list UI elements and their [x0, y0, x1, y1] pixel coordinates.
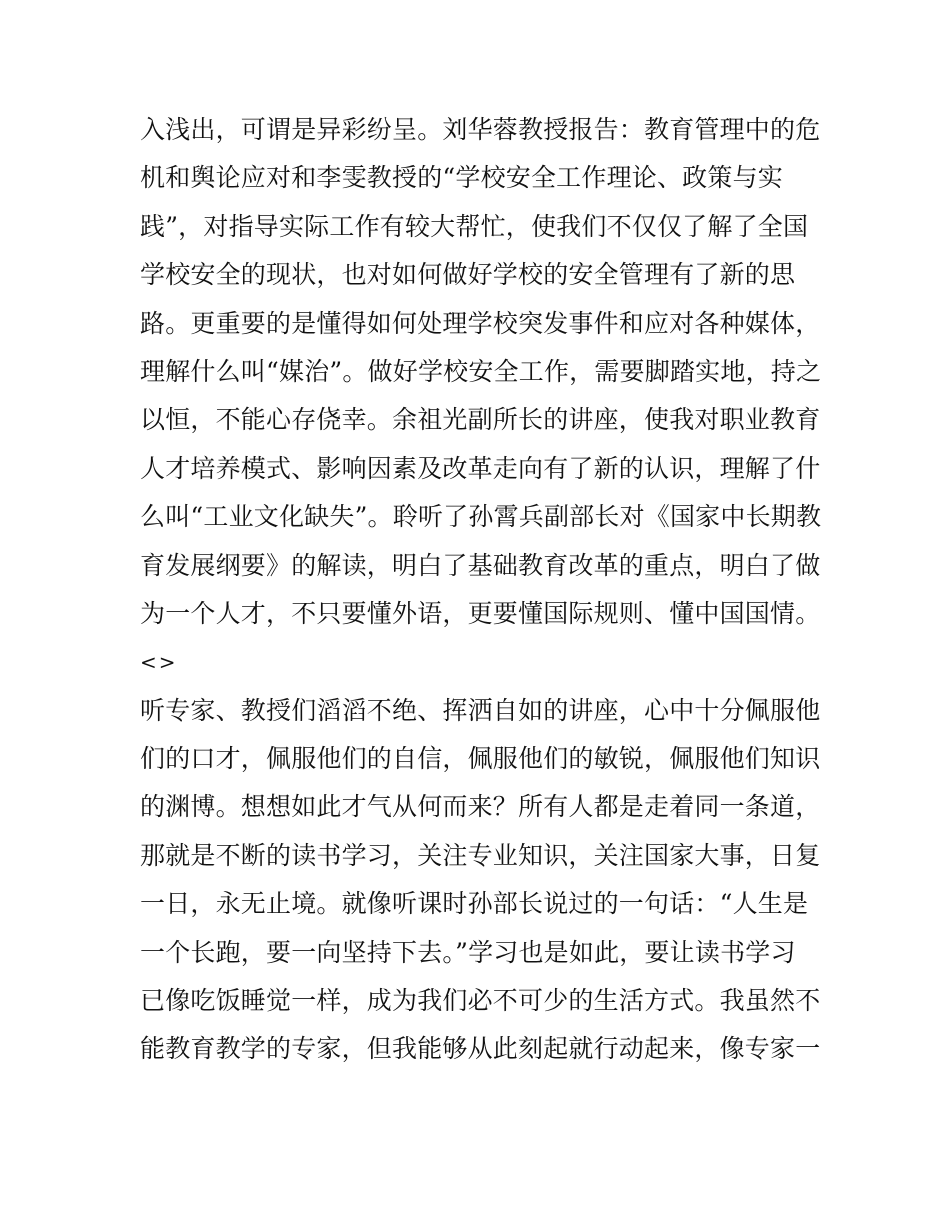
text-line: 育发展纲要》的解读，明白了基础教育改革的重点，明白了做: [140, 550, 821, 580]
text-line: 路。更重要的是懂得如何处理学校突发事件和应对各种媒体，: [140, 308, 821, 338]
text-line: 们的口才，佩服他们的自信，佩服他们的敏锐，佩服他们知识: [140, 744, 821, 774]
text-line: 么叫“工业文化缺失”。聆听了孙霄兵副部长对《国家中长期教: [140, 502, 822, 532]
text-line: 已像吃饭睡觉一样，成为我们必不可少的生活方式。我虽然不: [140, 986, 821, 1016]
text-line: 那就是不断的读书学习，关注专业知识，关注国家大事，日复: [140, 840, 821, 870]
text-line: 理解什么叫“媒治”。做好学校安全工作，需要脚踏实地，持之: [140, 356, 822, 386]
text-line: 以恒，不能心存侥幸。余祖光副所长的讲座，使我对职业教育: [140, 405, 821, 435]
text-line: 机和舆论应对和李雯教授的“学校安全工作理论、政策与实: [140, 163, 783, 193]
body-text: [140, 106, 830, 1074]
text-line: 一日，永无止境。就像听课时孙部长说过的一句话：“人生是: [140, 889, 809, 919]
paragraph-break-mark: <>: [140, 650, 178, 675]
text-line: 一个长跑，要一向坚持下去。”学习也是如此，要让读书学习: [140, 937, 796, 967]
text-line: 学校安全的现状，也对如何做好学校的安全管理有了新的思: [140, 260, 796, 290]
text-line: 入浅出，可谓是异彩纷呈。刘华蓉教授报告：教育管理中的危: [140, 115, 821, 144]
text-line: 为一个人才，不只要懂外语，更要懂国际规则、懂中国国情。: [140, 598, 821, 628]
text-line: 听专家、教授们滔滔不绝、挥洒自如的讲座，心中十分佩服他: [140, 695, 821, 725]
text-line: 践”，对指导实际工作有较大帮忙，使我们不仅仅了解了全国: [140, 211, 809, 241]
text-line: 能教育教学的专家，但我能够从此刻起就行动起来，像专家一: [140, 1034, 821, 1064]
text-line: 的渊博。想想如此才气从何而来？所有人都是走着同一条道，: [140, 792, 821, 822]
text-line: 人才培养模式、影响因素及改革走向有了新的认识，理解了什: [140, 453, 821, 483]
